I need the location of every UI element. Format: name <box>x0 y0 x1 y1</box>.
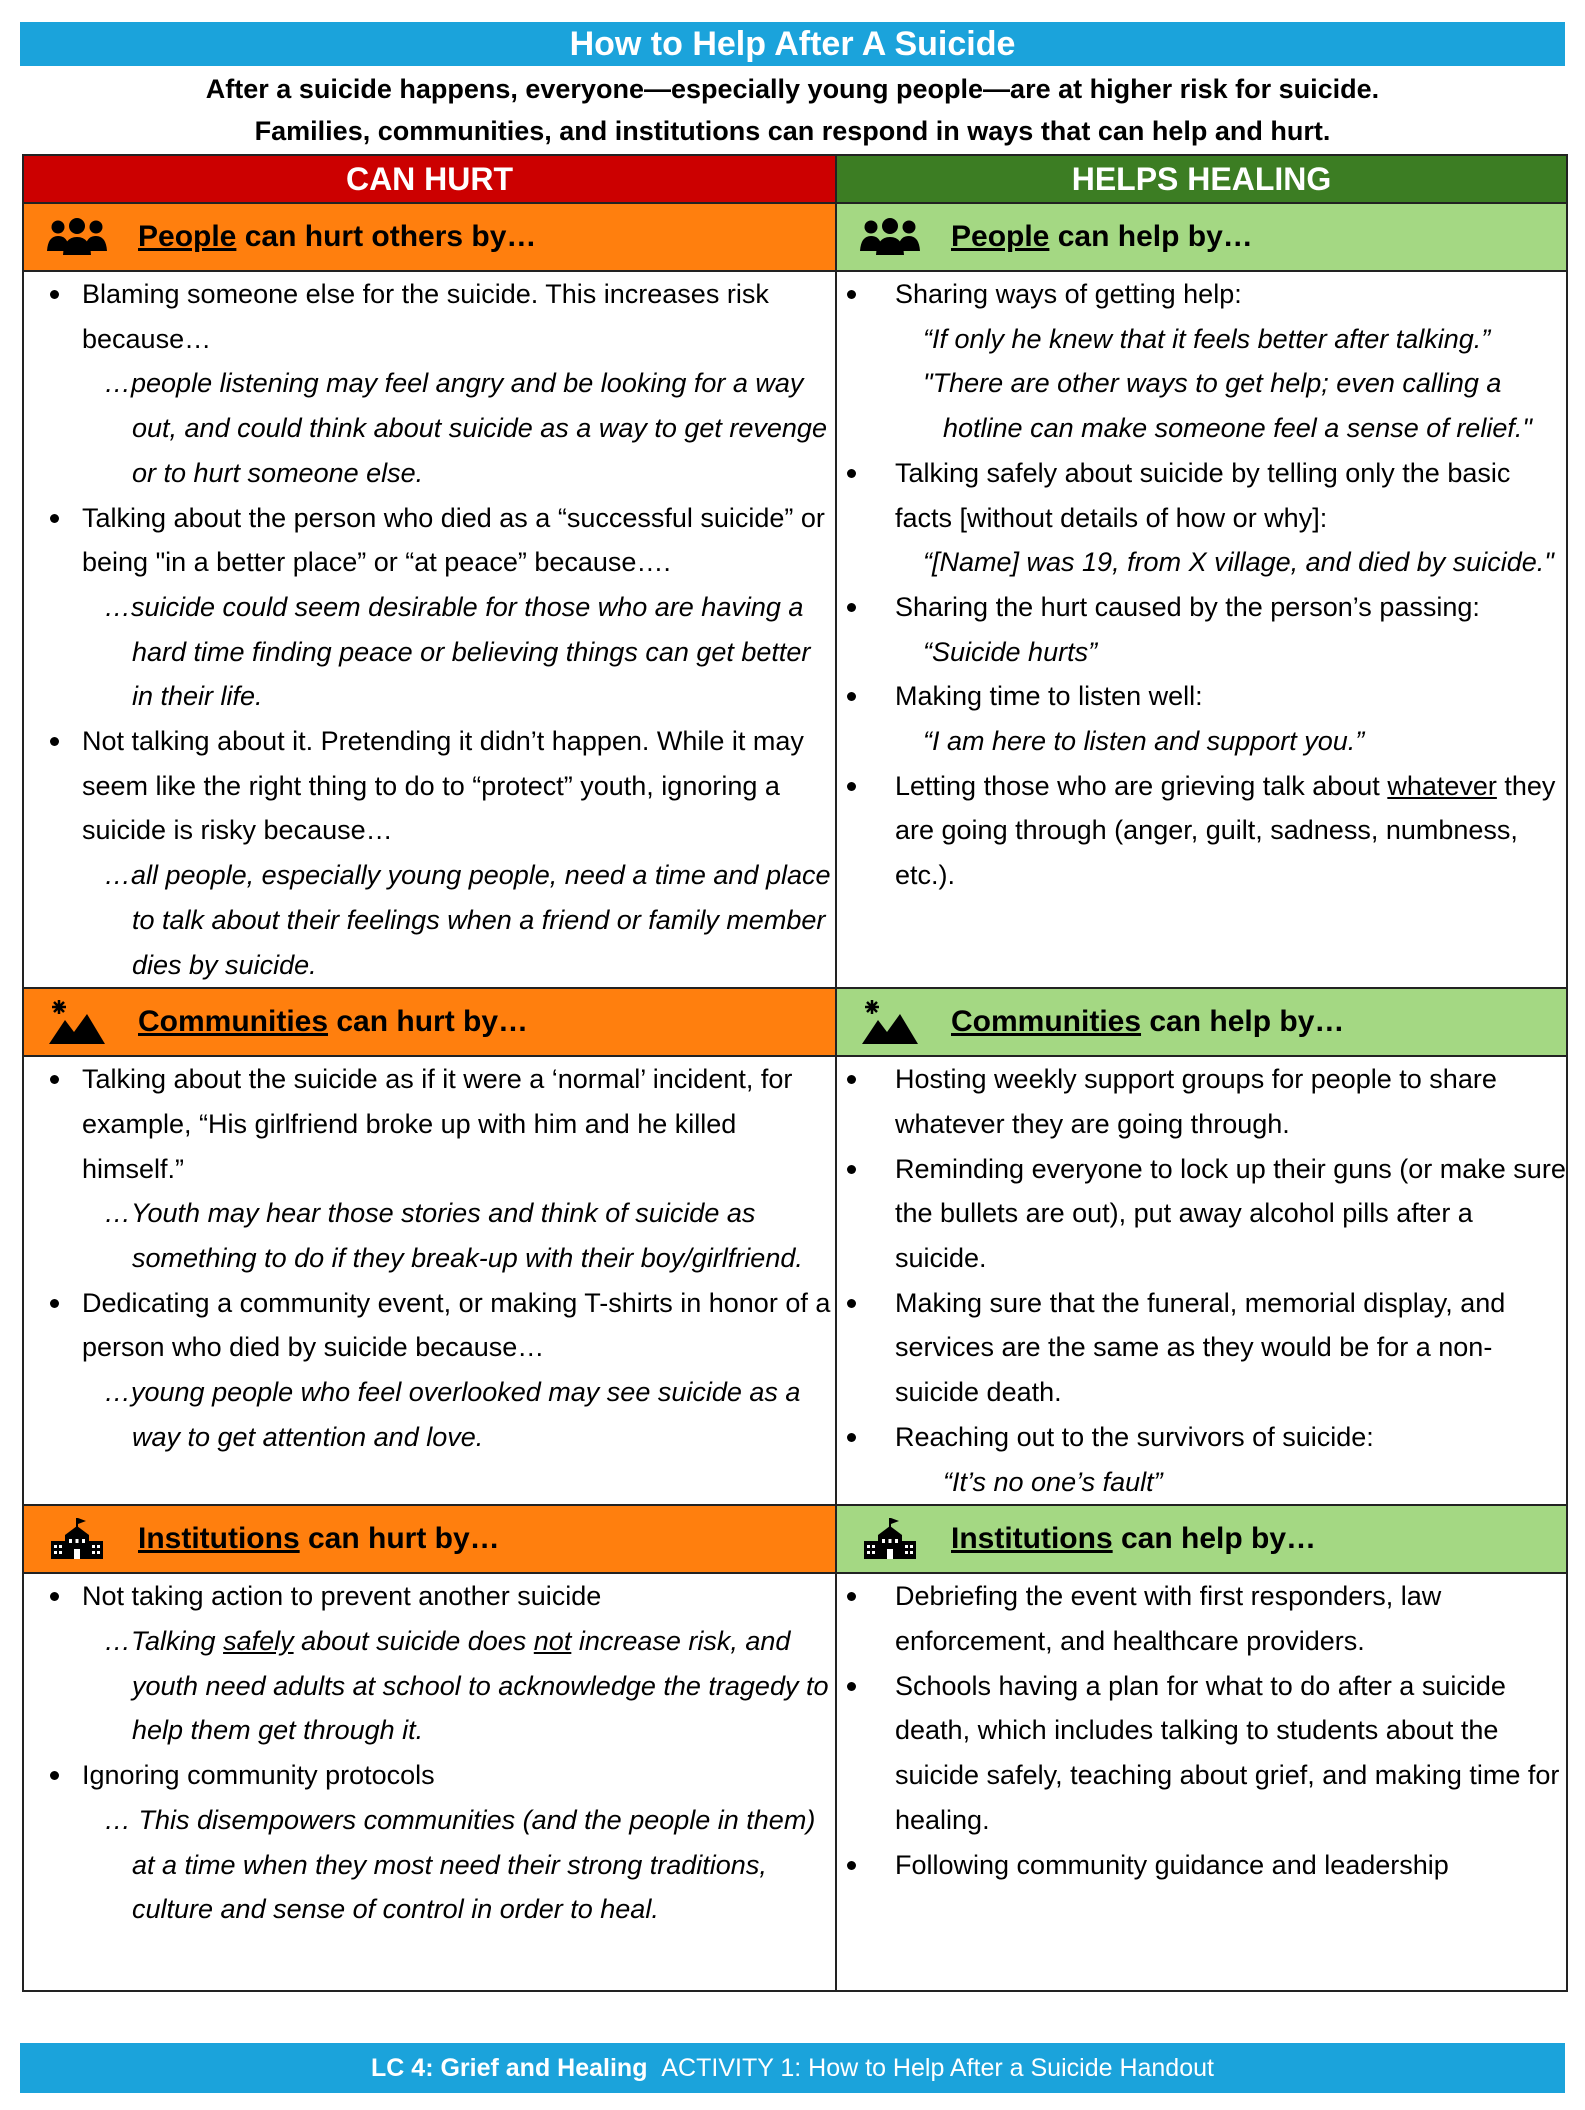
helps-healing-header: HELPS HEALING <box>836 155 1567 203</box>
communities-help-title: Communities can help by… <box>951 1005 1345 1039</box>
communities-hurt-list <box>23 1056 836 1505</box>
intro-text <box>20 68 1565 152</box>
people-help-title: People can help by… <box>951 220 1253 253</box>
list-item: Hosting weekly support groups for people to share whatever they are going through. <box>837 1057 1566 1146</box>
intro-line-2: Families, communities, and institutions can respond in ways that can help and hurt. <box>254 116 1331 146</box>
people-group-icon <box>855 211 925 263</box>
people-help-header <box>836 203 1567 271</box>
list-item: Making sure that the funeral, memorial display, and services are the same as they would be for a non-suicide death. <box>837 1281 1566 1415</box>
list-item: Dedicating a community event, or making T-shirts in honor of a person who died by suicide because… …young people who feel overlooked may see suicide as a way to get attention and love. <box>24 1281 835 1460</box>
list-item: Ignoring community protocols … This disempowers communities (and the people in them) at a time when they most need their strong traditions, culture and sense of control in order to heal. <box>24 1753 835 1932</box>
communities-help-list <box>836 1056 1567 1505</box>
school-building-icon <box>42 1513 112 1565</box>
people-hurt-header <box>23 203 836 271</box>
list-item: Reminding everyone to lock up their guns (or make sure the bullets are out), put away alcohol pills after a suicide. <box>837 1147 1566 1281</box>
institutions-help-header <box>836 1505 1567 1573</box>
page-title: How to Help After A Suicide <box>20 22 1565 66</box>
institutions-help-title: Institutions can help by… <box>951 1522 1317 1556</box>
list-item: Blaming someone else for the suicide. This increases risk because… …people listening may feel angry and be looking for a way out, and could think about suicide as a way to get revenge or to hurt someone else. <box>24 272 835 496</box>
list-item: Schools having a plan for what to do after a suicide death, which includes talking to students about the suicide safely, teaching about grief, and making time for healing. <box>837 1664 1566 1843</box>
institutions-hurt-title: Institutions can hurt by… <box>138 1522 500 1556</box>
people-hurt-title: People can hurt others by… <box>138 220 537 253</box>
list-item: Making time to listen well: “I am here to listen and support you.” <box>837 674 1566 763</box>
list-item: Letting those who are grieving talk about whatever they are going through (anger, guilt, sadness, numbness, etc.). <box>837 764 1566 898</box>
footer-activity: ACTIVITY 1: How to Help After a Suicide Handout <box>661 2054 1214 2082</box>
list-item: Not taking action to prevent another suicide …Talking safely about suicide does not increase risk, and youth need adults at school to acknowledge the tragedy to help them get through it. <box>24 1574 835 1753</box>
people-hurt-list <box>23 271 836 988</box>
list-item: Sharing the hurt caused by the person’s passing: “Suicide hurts” <box>837 585 1566 674</box>
list-item: Debriefing the event with first responders, law enforcement, and healthcare providers. <box>837 1574 1566 1663</box>
page-footer <box>20 2043 1565 2093</box>
intro-line-1: After a suicide happens, everyone—especially young people—are at higher risk for suicide. <box>205 74 1380 104</box>
people-group-icon <box>42 211 112 263</box>
list-item: Talking about the person who died as a “successful suicide” or being "in a better place” or “at peace” because…. …suicide could seem desirable for those who are having a hard time finding peace or believing things can get better in their life. <box>24 496 835 720</box>
community-sun-hills-icon <box>855 996 925 1048</box>
can-hurt-header: CAN HURT <box>23 155 836 203</box>
list-item: Sharing ways of getting help: “If only he knew that it feels better after talking.” "There are other ways to get help; even calling a hotline can make someone feel a sense of relief." <box>837 272 1566 451</box>
communities-hurt-title: Communities can hurt by… <box>138 1005 529 1039</box>
institutions-hurt-header <box>23 1505 836 1573</box>
list-item: Talking about the suicide as if it were a ‘normal’ incident, for example, “His girlfriend broke up with him and he killed himself.” …Youth may hear those stories and think of suicide as something to do if they break-up with their boy/girlfriend. <box>24 1057 835 1281</box>
list-item: Talking safely about suicide by telling only the basic facts [without details of how or why]: “[Name] was 19, from X village, and died by suicide." <box>837 451 1566 585</box>
help-hurt-table <box>22 154 1568 1992</box>
communities-hurt-header <box>23 988 836 1056</box>
list-item: Following community guidance and leadership <box>837 1843 1566 1888</box>
school-building-icon <box>855 1513 925 1565</box>
community-sun-hills-icon <box>42 996 112 1048</box>
list-item: Reaching out to the survivors of suicide: “It’s no one’s fault” <box>837 1415 1566 1504</box>
list-item: Not talking about it. Pretending it didn’t happen. While it may seem like the right thing to do to “protect” youth, ignoring a suicide is risky because… …all people, especially young people, need a time and place to talk about their feelings when a friend or family member dies by suicide. <box>24 719 835 987</box>
institutions-help-list <box>836 1573 1567 1991</box>
footer-lesson: LC 4: Grief and Healing <box>371 2054 648 2082</box>
people-help-list <box>836 271 1567 988</box>
institutions-hurt-list <box>23 1573 836 1991</box>
communities-help-header <box>836 988 1567 1056</box>
